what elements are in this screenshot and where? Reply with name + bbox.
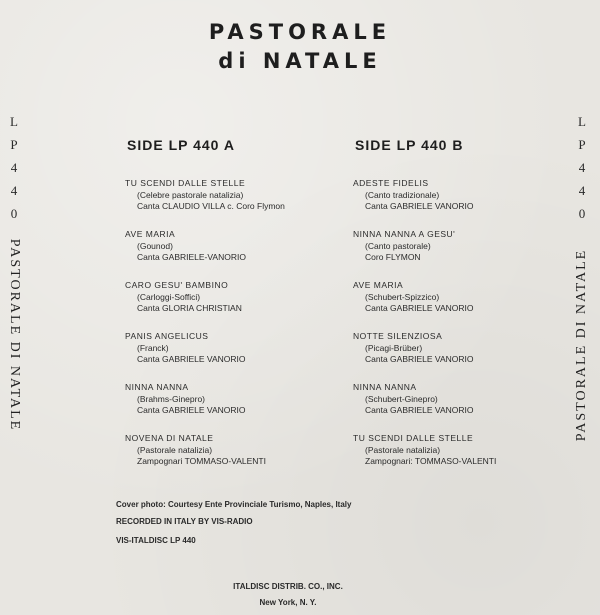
track-performer: Canta GABRIELE-VANORIO	[137, 252, 246, 262]
side-a-tracklist	[125, 178, 345, 484]
track-detail: (Celebre pastorale natalizia)	[137, 189, 244, 200]
track-detail: (Canto tradizionale)	[365, 189, 440, 200]
track-performer: Zampognari: TOMMASO-VALENTI	[365, 456, 497, 466]
track-title: TU SCENDI DALLE STELLE	[125, 178, 246, 188]
cover-photo-credit: Cover photo: Courtesy Ente Provinciale Turismo, Naples, Italy	[116, 500, 352, 509]
track-detail: (Schubert-Spizzico)	[365, 291, 440, 302]
track-performer: Canta GABRIELE VANORIO	[137, 405, 246, 415]
distributor-name: ITALDISC DISTRIB. CO., INC.	[233, 582, 343, 591]
track-detail: (Gounod)	[137, 240, 173, 251]
track-item	[125, 178, 345, 229]
spine-code-char: L	[578, 114, 586, 129]
track-item	[125, 433, 345, 484]
track-detail: (Franck)	[137, 342, 169, 353]
track-title: NOVENA DI NATALE	[125, 433, 214, 443]
track-item	[353, 229, 573, 280]
spine-code-char: 4	[10, 160, 18, 175]
spine-title-right: PASTORALE DI NATALE	[574, 248, 589, 442]
track-performer: Canta GABRIELE VANORIO	[365, 354, 474, 364]
track-title: TU SCENDI DALLE STELLE	[353, 433, 474, 443]
side-a-heading: SIDE LP 440 A	[127, 137, 235, 153]
track-performer: Canta GABRIELE VANORIO	[365, 405, 474, 415]
track-item	[353, 280, 573, 331]
track-detail: (Carloggi-Soffici)	[137, 291, 201, 302]
track-detail: (Schubert-Ginepro)	[365, 393, 438, 404]
track-item	[353, 178, 573, 229]
track-title: NINNA NANNA	[125, 382, 189, 392]
spine-code-char: P	[578, 137, 586, 152]
spine-code-right	[571, 110, 593, 225]
track-item	[125, 331, 345, 382]
spine-code-char: 0	[10, 206, 18, 221]
track-item	[125, 229, 345, 280]
spine-code-left	[3, 110, 25, 225]
track-title: NINNA NANNA A GESU'	[353, 229, 456, 239]
track-performer: Coro FLYMON	[365, 252, 421, 262]
track-title: NOTTE SILENZIOSA	[353, 331, 443, 341]
track-item	[125, 382, 345, 433]
spine-code-char: L	[10, 114, 18, 129]
track-item	[353, 382, 573, 433]
track-item	[353, 433, 573, 484]
track-item	[125, 280, 345, 331]
album-title-line1: PASTORALE	[208, 20, 392, 44]
track-detail: (Picagi-Brüber)	[365, 342, 423, 353]
track-performer: Canta GABRIELE VANORIO	[365, 201, 474, 211]
spine-code-char: 4	[578, 160, 586, 175]
recorded-credit: RECORDED IN ITALY BY VIS-RADIO	[116, 517, 253, 526]
track-detail: (Pastorale natalizia)	[365, 444, 441, 455]
track-performer: Zampognari TOMMASO-VALENTI	[137, 456, 266, 466]
track-performer: Canta CLAUDIO VILLA c. Coro Flymon	[137, 201, 285, 211]
spine-code-char: P	[10, 137, 18, 152]
track-title: AVE MARIA	[353, 280, 404, 290]
side-b-tracklist	[353, 178, 573, 484]
track-detail: (Brahms-Ginepro)	[137, 393, 206, 404]
track-performer: Canta GABRIELE VANORIO	[365, 303, 474, 313]
spine-code-char: 4	[10, 183, 18, 198]
distributor-city: New York, N. Y.	[259, 598, 317, 607]
spine-title-left: PASTORALE DI NATALE	[7, 238, 22, 432]
track-performer: Canta GLORIA CHRISTIAN	[137, 303, 242, 313]
track-title: NINNA NANNA	[353, 382, 417, 392]
album-title-line2: di NATALE	[218, 49, 382, 73]
track-title: ADESTE FIDELIS	[353, 178, 429, 188]
track-title: AVE MARIA	[125, 229, 176, 239]
track-title: PANIS ANGELICUS	[125, 331, 209, 341]
track-item	[353, 331, 573, 382]
track-detail: (Canto pastorale)	[365, 240, 431, 251]
track-title: CARO GESU' BAMBINO	[125, 280, 229, 290]
track-performer: Canta GABRIELE VANORIO	[137, 354, 246, 364]
catalog-number: VIS-ITALDISC LP 440	[116, 536, 196, 545]
track-detail: (Pastorale natalizia)	[137, 444, 213, 455]
side-b-heading: SIDE LP 440 B	[355, 137, 464, 153]
spine-code-char: 0	[578, 206, 586, 221]
spine-code-char: 4	[578, 183, 586, 198]
